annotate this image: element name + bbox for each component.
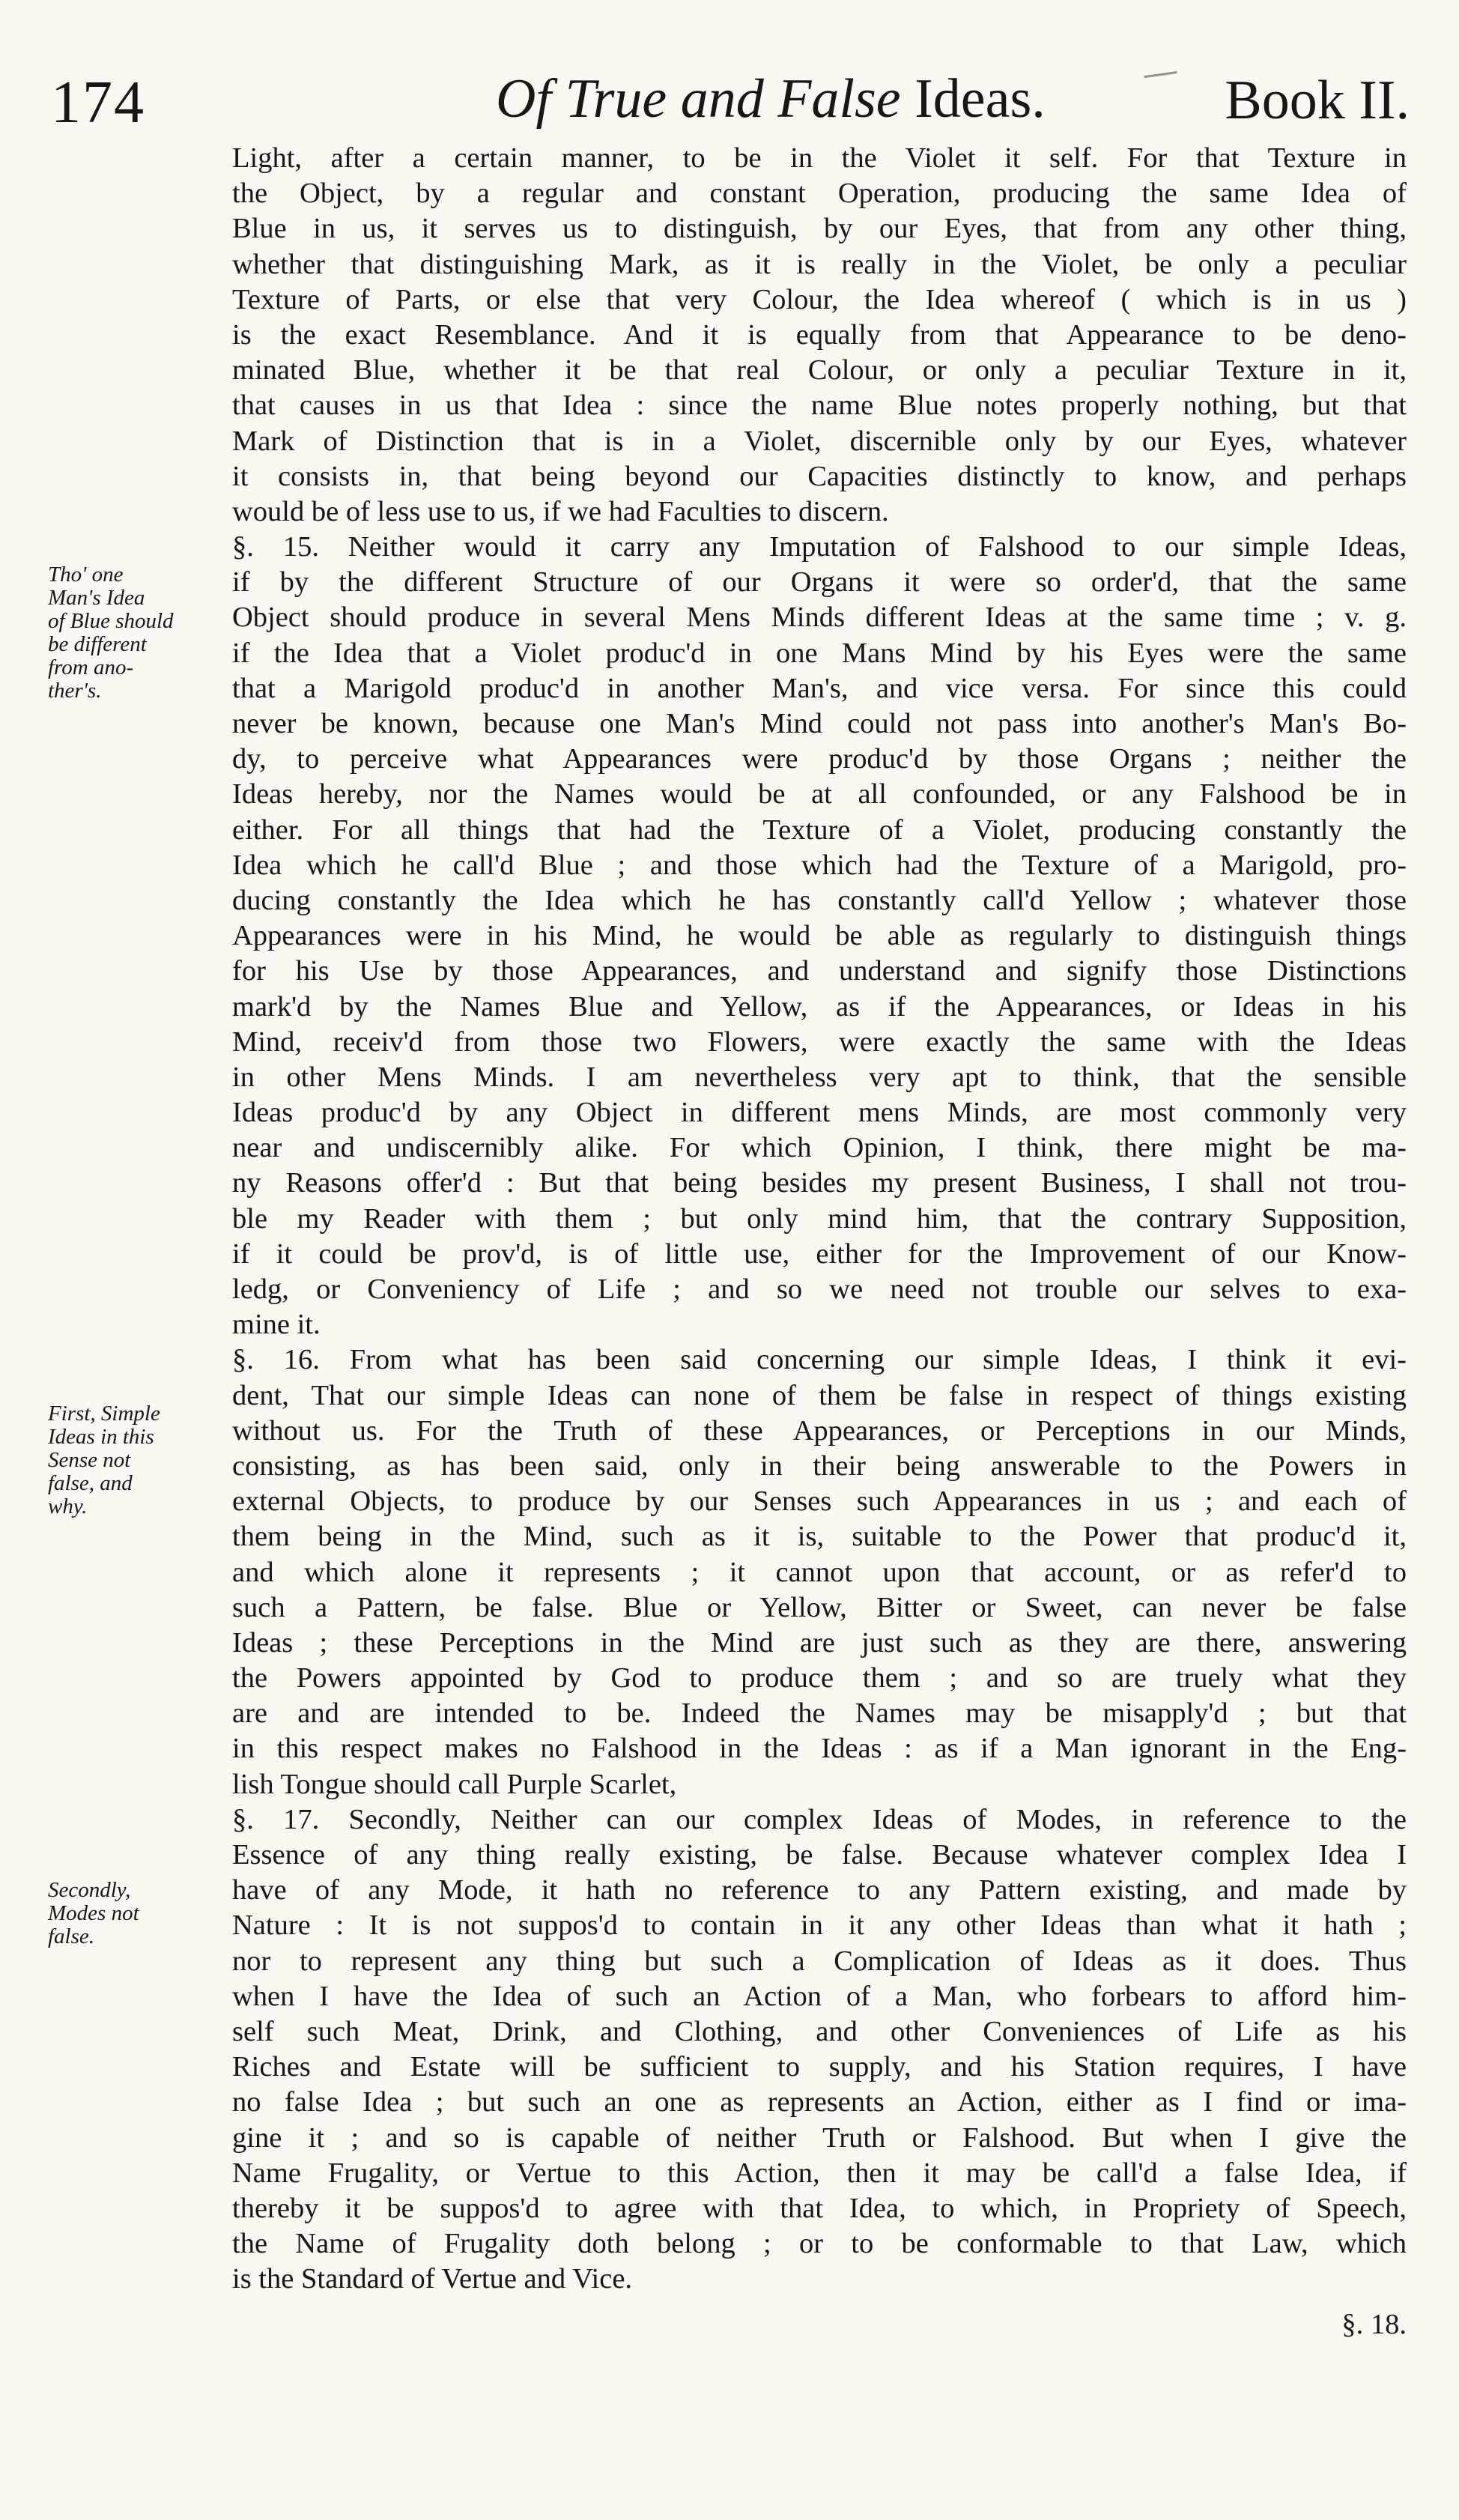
text-line: Ideas produc'd by any Object in different mens Minds, are most commonly very (232, 1097, 1407, 1129)
page-number: 174 (51, 70, 145, 136)
text-line: consisting, as has been said, only in their being answerable to the Powers in (232, 1450, 1407, 1482)
text-line: §. 16. From what has been said concerning our simple Ideas, I think it evi- (232, 1344, 1407, 1376)
text-line: Name Frugality, or Vertue to this Action, then it may be call'd a false Idea, if (232, 2157, 1407, 2189)
text-line: ble my Reader with them ; but only mind him, that the contrary Supposition, (232, 1202, 1407, 1235)
catchword: §. 18. (1341, 2309, 1407, 2341)
text-line: would be of less use to us, if we had Faculties to discern. (232, 495, 889, 527)
text-line: Mark of Distinction that is in a Violet, discernible only by our Eyes, whatever (232, 425, 1407, 457)
margin-note-line: false, and (48, 1471, 133, 1495)
text-line: thereby it be suppos'd to agree with that Idea, to which, in Propriety of Speech, (232, 2192, 1407, 2224)
text-line: external Objects, to produce by our Senses such Appearances in us ; and each of (232, 1485, 1407, 1518)
margin-note-line: Sense not (48, 1448, 131, 1472)
text-line: Texture of Parts, or else that very Colour, the Idea whereof ( which is in us ) (232, 283, 1407, 315)
text-line: the Name of Frugality doth belong ; or to be conformable to that Law, which (232, 2228, 1407, 2260)
text-line: the Powers appointed by God to produce them ; and so are truely what they (232, 1662, 1407, 1694)
text-line: §. 15. Neither would it carry any Imputation of Falshood to our simple Ideas, (232, 531, 1407, 563)
margin-note-line: false. (48, 1924, 95, 1948)
running-title (496, 67, 1046, 131)
text-line: whether that distinguishing Mark, as it is really in the Violet, be only a peculiar (232, 248, 1407, 280)
margin-note-line: from ano- (48, 655, 134, 679)
text-line: Riches and Estate will be sufficient to supply, and his Station requires, I have (232, 2051, 1407, 2083)
body-text (232, 141, 1407, 2343)
text-line: have of any Mode, it hath no reference to any Pattern existing, and made by (232, 1874, 1407, 1906)
text-line: for his Use by those Appearances, and understand and signify those Distinctions (232, 955, 1407, 987)
text-line: nor to represent any thing but such a Complication of Ideas as it does. Thus (232, 1945, 1407, 1977)
text-line: ledg, or Conveniency of Life ; and so we need not trouble our selves to exa- (232, 1273, 1407, 1305)
text-line: Nature : It is not suppos'd to contain in it any other Ideas than what it hath ; (232, 1909, 1407, 1942)
text-line: §. 17. Secondly, Neither can our complex Ideas of Modes, in reference to the (232, 1803, 1407, 1835)
text-line: self such Meat, Drink, and Clothing, and other Conveniences of Life as his (232, 2015, 1407, 2047)
text-line: minated Blue, whether it be that real Colour, or only a peculiar Texture in it, (232, 354, 1407, 387)
margin-note-3 (48, 1879, 226, 1948)
margin-note-line: ther's. (48, 679, 102, 703)
text-line: Appearances were in his Mind, he would be able as regularly to distinguish things (232, 920, 1407, 952)
text-line: Object should produce in several Mens Minds different Ideas at the same time ; v. g. (232, 602, 1407, 634)
running-title-upright: Ideas. (914, 68, 1046, 130)
text-line: ducing constantly the Idea which he has constantly call'd Yellow ; whatever those (232, 884, 1407, 916)
text-line: the Object, by a regular and constant Operation, producing the same Idea of (232, 178, 1407, 210)
margin-note-line: of Blue should (48, 609, 174, 633)
text-line: if the Idea that a Violet produc'd in one Mans Mind by his Eyes were the same (232, 637, 1407, 669)
text-line: is the exact Resemblance. And it is equally from that Appearance to be deno- (232, 318, 1407, 351)
text-line: when I have the Idea of such an Action of a Man, who forbears to afford him- (232, 1980, 1407, 2012)
text-line: mine it. (232, 1309, 321, 1341)
text-line: ny Reasons offer'd : But that being besides my present Business, I shall not trou- (232, 1167, 1407, 1199)
margin-note-line: Secondly, (48, 1878, 131, 1902)
text-line: Ideas hereby, nor the Names would be at all confounded, or any Falshood be in (232, 778, 1407, 811)
text-line: them being in the Mind, such as it is, suitable to the Power that produc'd it, (232, 1521, 1407, 1553)
running-title-italic: Of True and False (496, 68, 901, 130)
text-line: lish Tongue should call Purple Scarlet, (232, 1768, 677, 1800)
text-line: near and undiscernibly alike. For which Opinion, I think, there might be ma- (232, 1132, 1407, 1164)
text-line: Light, after a certain manner, to be in the Violet it self. For that Texture in (232, 142, 1407, 174)
text-line: Essence of any thing really existing, be false. Because whatever complex Idea I (232, 1839, 1407, 1871)
text-line: in other Mens Minds. I am nevertheless very apt to think, that the sensible (232, 1061, 1407, 1093)
book-label: Book II. (1225, 70, 1410, 131)
margin-note-line: Modes not (48, 1901, 139, 1925)
text-line: no false Idea ; but such an one as represents an Action, either as I find or ima- (232, 2086, 1407, 2118)
margin-note-line: Man's Idea (48, 586, 145, 610)
text-line: either. For all things that had the Texture of a Violet, producing constantly the (232, 814, 1407, 846)
ink-mark (1144, 71, 1178, 82)
margin-note-line: First, Simple (48, 1402, 160, 1426)
text-line: such a Pattern, be false. Blue or Yellow, Bitter or Sweet, can never be false (232, 1591, 1407, 1623)
text-line: that causes in us that Idea : since the name Blue notes properly nothing, but that (232, 390, 1407, 422)
text-line: gine it ; and so is capable of neither Truth or Falshood. But when I give the (232, 2121, 1407, 2154)
text-line: in this respect makes no Falshood in the Ideas : as if a Man ignorant in the Eng- (232, 1733, 1407, 1765)
margin-note-line: Tho' one (48, 563, 124, 587)
text-line: Mind, receiv'd from those two Flowers, were exactly the same with the Ideas (232, 1026, 1407, 1058)
text-line: dy, to perceive what Appearances were produc'd by those Organs ; neither the (232, 743, 1407, 775)
text-line: that a Marigold produc'd in another Man's, and vice versa. For since this could (232, 672, 1407, 704)
text-line: and which alone it represents ; it cannot upon that account, or as refer'd to (232, 1556, 1407, 1588)
text-line: dent, That our simple Ideas can none of them be false in respect of things existing (232, 1379, 1407, 1411)
margin-note-2 (48, 1402, 226, 1518)
margin-note-1 (48, 563, 226, 703)
text-line: is the Standard of Vertue and Vice. (232, 2263, 633, 2295)
text-line: without us. For the Truth of these Appearances, or Perceptions in our Minds, (232, 1414, 1407, 1447)
text-line: if it could be prov'd, is of little use, either for the Improvement of our Know- (232, 1238, 1407, 1270)
text-line: if by the different Structure of our Organs it were so order'd, that the same (232, 566, 1407, 599)
text-line: are and are intended to be. Indeed the Names may be misapply'd ; but that (232, 1697, 1407, 1730)
text-line: mark'd by the Names Blue and Yellow, as if the Appearances, or Ideas in his (232, 990, 1407, 1023)
margin-note-line: be different (48, 632, 147, 656)
text-line: Idea which he call'd Blue ; and those which had the Texture of a Marigold, pro- (232, 849, 1407, 881)
text-line: never be known, because one Man's Mind could not pass into another's Man's Bo- (232, 708, 1407, 739)
margin-note-line: Ideas in this (48, 1425, 154, 1449)
margin-note-line: why. (48, 1494, 88, 1518)
text-line: Ideas ; these Perceptions in the Mind are just such as they are there, answering (232, 1626, 1407, 1659)
text-line: Blue in us, it serves us to distinguish, by our Eyes, that from any other thing, (232, 213, 1407, 245)
text-line: it consists in, that being beyond our Capacities distinctly to know, and perhaps (232, 460, 1407, 492)
